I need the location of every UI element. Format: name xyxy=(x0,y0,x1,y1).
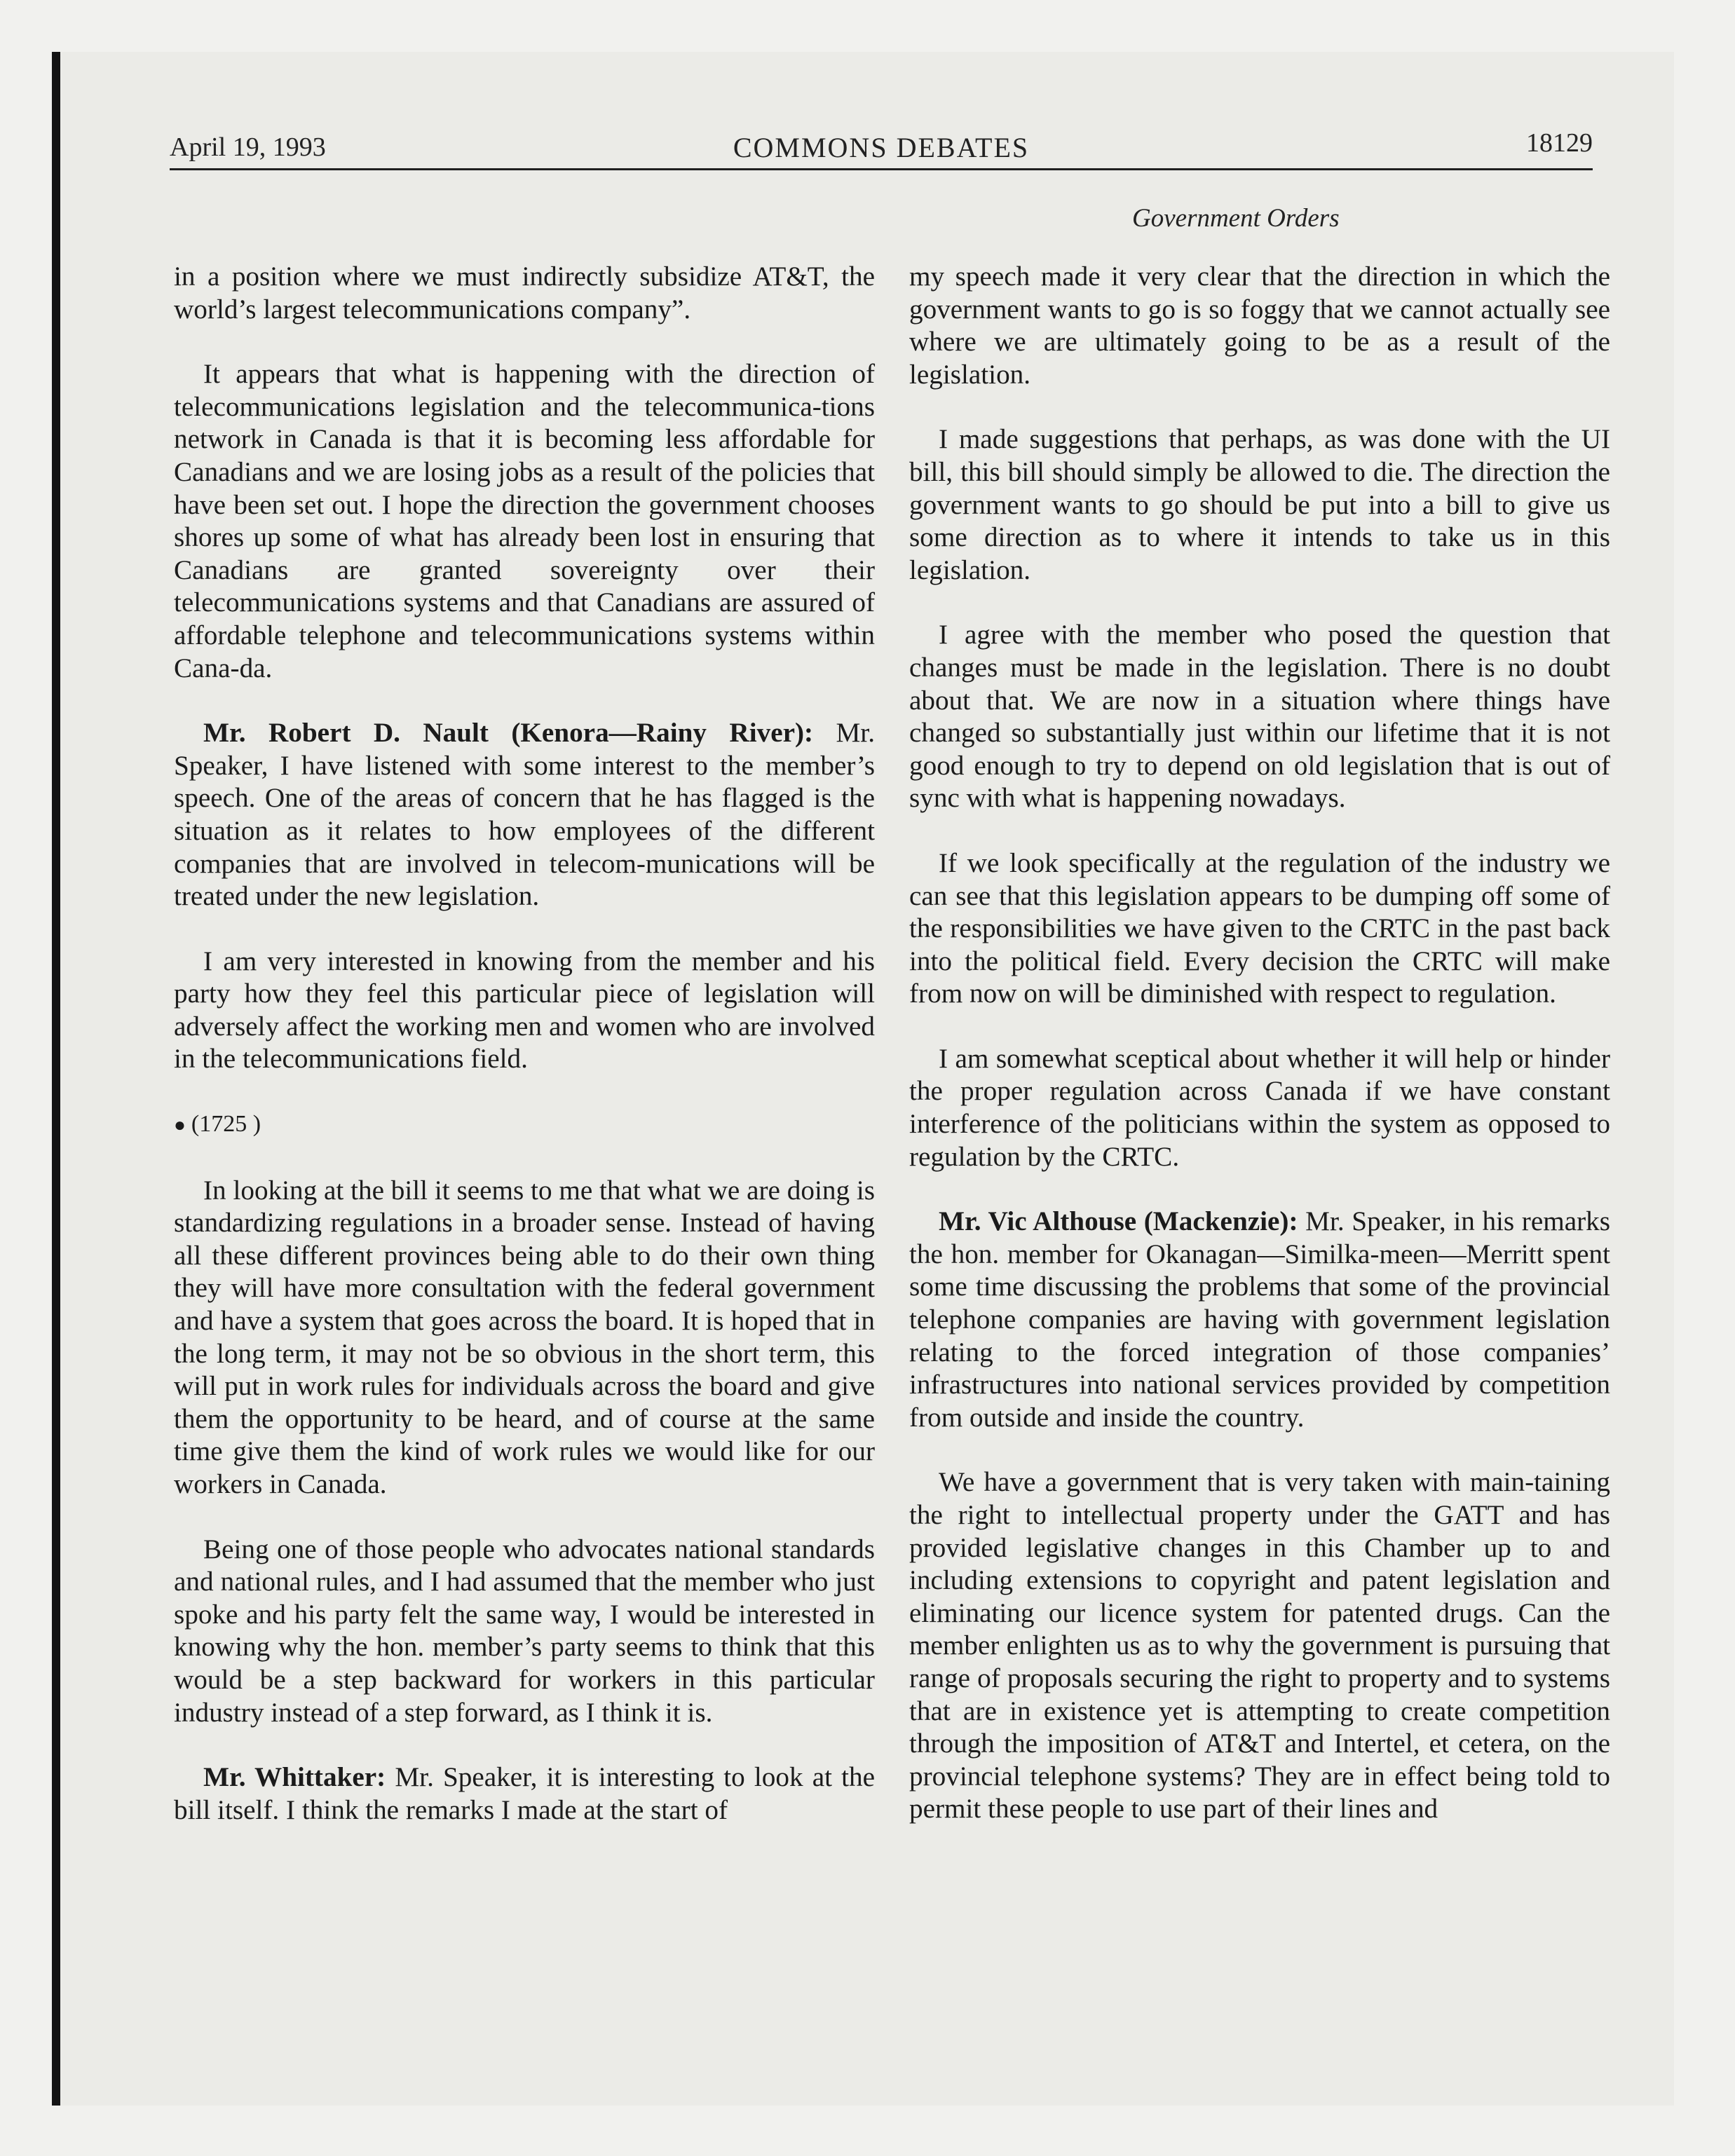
paragraph: I agree with the member who posed the question that changes must be made in the legislation. There is no doubt about that. We are now in a situation where things have changed so substantially just within our lifetime that it is not good enough to try to depend on old legislation that is out of sync with what is happening nowadays. xyxy=(909,620,1610,814)
time-marker-text: (1725 ) xyxy=(191,1111,261,1138)
paragraph: in a position where we must indirectly subsidize AT&T, the world’s largest telecommunications company”. xyxy=(174,261,875,325)
right-column xyxy=(909,261,1610,1858)
paragraph: In looking at the bill it seems to me that what we are doing is standardizing regulations in a broader sense. Instead of having all these different provinces being able to do their own thing they will have more consultation with the federal government and have a system that goes across the board. It is hoped that in the long term, it may not be so obvious in the short term, this will put in work rules for individuals across the board and give them the opportunity to be heard, and of course at the same time give them the kind of work rules we would like for our workers in Canada. xyxy=(174,1175,875,1499)
speech-text: Mr. Speaker, it is interesting to look at the bill itself. I think the remarks I made at the start of xyxy=(174,1762,875,1825)
paragraph: I am very interested in knowing from the member and his party how they feel this particular piece of legislation will adversely affect the working men and women who are involved in the telecommunications field. xyxy=(174,946,875,1074)
speaker-name: Mr. Vic Althouse (Mackenzie): xyxy=(939,1206,1298,1237)
binding-edge xyxy=(52,52,60,2106)
speech-paragraph xyxy=(174,1761,875,1827)
running-header xyxy=(170,126,1593,168)
header-title: COMMONS DEBATES xyxy=(733,132,1030,163)
time-marker xyxy=(174,1108,875,1142)
speech-text: Mr. Speaker, I have listened with some interest to the member’s speech. One of the areas of concern that he has flagged is the situation as it relates to how employees of the different companies that are involved in telecom-munications will be treated under the new legislation. xyxy=(174,718,875,912)
paragraph: Being one of those people who advocates national standards and national rules, and I had assumed that the member who just spoke and his party felt the same way, I would be interested in knowing why the hon. member’s party seems to think that this would be a step backward for workers in this particular industry instead of a step forward, as I think it is. xyxy=(174,1534,875,1728)
header-page-number: 18129 xyxy=(1526,128,1593,158)
paragraph: I am somewhat sceptical about whether it will help or hinder the proper regulation across Canada if we have constant interference of the politicians within the system as opposed to regulation by the CRTC. xyxy=(909,1043,1610,1172)
header-rule xyxy=(170,168,1593,170)
bullet-icon: ● xyxy=(174,1114,186,1137)
header-date: April 19, 1993 xyxy=(170,132,326,162)
paragraph: We have a government that is very taken with main-taining the right to intellectual property under the GATT and has provided legislative changes in this Chamber up to and including extensions to copyright and patent legislation and eliminating our licence system for patented drugs. Can the member enlighten us as to why the government is pursuing that range of proposals securing the right to property and to systems that are in existence yet is attempting to create competition through the imposition of AT&T and Intertel, et cetera, on the provincial telephone systems? They are in effect being told to permit these people to use part of their lines and xyxy=(909,1467,1610,1824)
paragraph: If we look specifically at the regulation of the industry we can see that this legislation appears to be dumping off some of the responsibilities we have given to the CRTC in the past back into the political field. Every decision the CRTC will make from now on will be diminished with respect to regulation. xyxy=(909,847,1610,1009)
paragraph: I made suggestions that perhaps, as was done with the UI bill, this bill should simply be allowed to die. The direction the government wants to go should be put into a bill to give us some direction as to where it intends to take us in this legislation. xyxy=(909,424,1610,585)
paragraph: It appears that what is happening with the direction of telecommunications legislation and the telecommunica-tions network in Canada is that it is becoming less affordable for Canadians and we are losing jobs as a result of the policies that have been set out. I hope the direction the government chooses shores up some of what has already been lost in ensuring that Canadians are granted sovereignty over their telecommunications systems and that Canadians are assured of affordable telephone and telecommunications systems within Cana-da. xyxy=(174,359,875,683)
speaker-name: Mr. Robert D. Nault (Kenora—Rainy River): xyxy=(203,718,814,749)
speaker-name: Mr. Whittaker: xyxy=(203,1762,386,1793)
paragraph: my speech made it very clear that the direction in which the government wants to go is so foggy that we cannot actually see where we are ultimately going to be as a result of the legislation. xyxy=(909,261,1610,390)
speech-text: Mr. Speaker, in his remarks the hon. member for Okanagan—Similka-meen—Merritt spent some time discussing the problems that some of the provincial telephone companies are having with government legislation relating to the forced integration of those companies’ infrastructures into national services provided by competition from outside and inside the country. xyxy=(909,1206,1610,1433)
left-column xyxy=(174,261,875,1859)
speech-paragraph xyxy=(909,1206,1610,1434)
speech-paragraph xyxy=(174,717,875,913)
section-heading: Government Orders xyxy=(1132,204,1340,233)
